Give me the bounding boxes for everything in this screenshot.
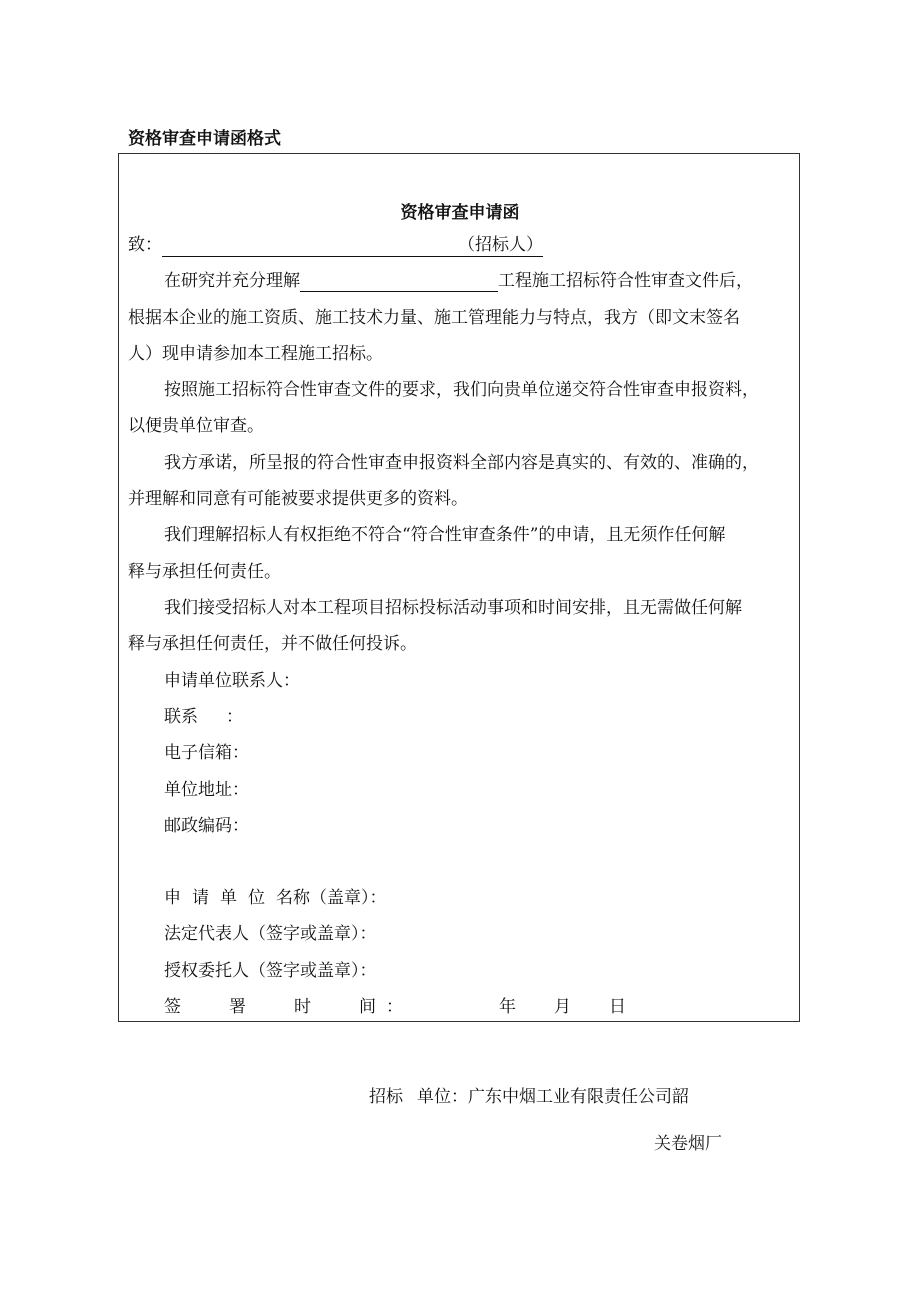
paragraph-1-line-2: 根据本企业的施工资质、施工技术力量、施工管理能力与特点，我方（即文末签名: [128, 308, 740, 328]
paragraph-5-line-1: 我们接受招标人对本工程项目招标投标活动事项和时间安排，且无需做任何解: [164, 598, 742, 618]
paragraph-1-line-1: [164, 270, 753, 292]
contact-label: [164, 706, 243, 728]
tenderer-footer-line-1: [369, 1086, 689, 1108]
paragraph-1-line-3: 人）现申请参加本工程施工招标。: [128, 344, 383, 364]
p1-text-a: 在研究并充分理解: [164, 271, 300, 291]
applicant-name-label: [164, 887, 387, 909]
sig-char-3: 单: [220, 888, 237, 908]
date-colon: ：: [386, 997, 403, 1017]
sig-char-2: 请: [192, 888, 209, 908]
paragraph-5-line-2: 释与承担任何责任，并不做任何投诉。: [128, 634, 417, 654]
footer-label-b: 单位：: [417, 1087, 468, 1107]
paragraph-4-line-2: 释与承担任何责任。: [128, 562, 281, 582]
p1-text-b: 工程施工招标符合性审查文件后，: [498, 271, 753, 291]
letter-title: 资格审查申请函: [400, 203, 520, 223]
sig-char-4: 位: [248, 888, 265, 908]
date-char-1: 签: [164, 997, 181, 1017]
paragraph-3-line-1: 我方承诺，所呈报的符合性审查申报资料全部内容是真实的、有效的、准确的，: [164, 453, 759, 473]
date-char-2: 署: [229, 997, 246, 1017]
day-label: 日: [609, 997, 626, 1017]
sig-char-1: 申: [164, 888, 181, 908]
authorized-agent-label: 授权委托人（签字或盖章）：: [164, 961, 377, 981]
paragraph-4-line-1: 我们理解招标人有权拒绝不符合“符合性审查条件”的申请，且无须作任何解: [164, 525, 726, 545]
contact-person-label: 申请单位联系人：: [164, 671, 300, 691]
contact-label-text: 联系: [164, 707, 198, 727]
project-name-blank[interactable]: [300, 271, 498, 292]
footer-label-a: 招标: [369, 1087, 403, 1107]
to-label: 致：: [128, 235, 162, 255]
date-char-3: 时: [294, 997, 311, 1017]
year-label: 年: [499, 997, 516, 1017]
tenderer-blank[interactable]: [162, 236, 458, 257]
footer-org-line-1: 广东中烟工业有限责任公司韶: [468, 1087, 689, 1107]
month-label: 月: [554, 997, 571, 1017]
legal-representative-label: 法定代表人（签字或盖章）：: [164, 924, 377, 944]
contact-label-colon: ：: [226, 707, 243, 727]
email-label: 电子信箱：: [164, 743, 249, 763]
date-char-4: 间: [359, 997, 376, 1017]
tenderer-suffix: （招标人）: [458, 235, 543, 255]
address-label: 单位地址：: [164, 780, 249, 800]
section-title: 资格审查申请函格式: [128, 129, 281, 149]
paragraph-2-line-2: 以便贵单位审查。: [128, 416, 264, 436]
paragraph-2-line-1: 按照施工招标符合性审查文件的要求，我们向贵单位递交符合性审查申报资料，: [164, 380, 759, 400]
tenderer-footer-line-2: 关卷烟厂: [654, 1134, 722, 1154]
sig-rest: 名称（盖章）：: [276, 888, 387, 908]
signing-date-line: [164, 996, 626, 1018]
postcode-label: 邮政编码：: [164, 816, 249, 836]
paragraph-3-line-2: 并理解和同意有可能被要求提供更多的资料。: [128, 489, 468, 509]
addressee-line: [128, 234, 543, 257]
